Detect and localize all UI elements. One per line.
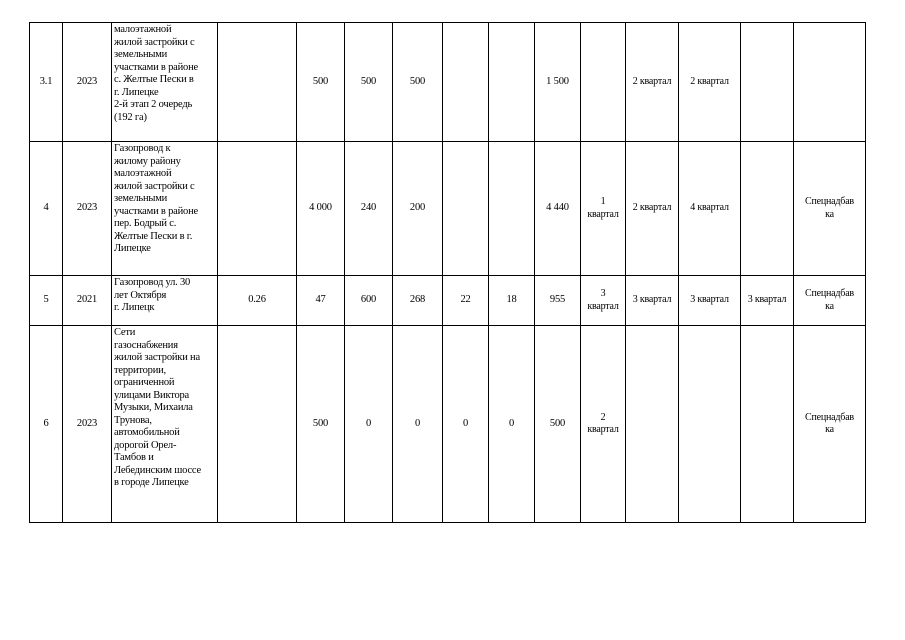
cell-c5: 4 000 [297, 142, 345, 276]
cell-num: 4 [30, 142, 63, 276]
table-row [30, 326, 866, 523]
table-row [30, 142, 866, 276]
cell-c5: 500 [297, 326, 345, 523]
cell-c5: 500 [297, 23, 345, 142]
cell-src [794, 326, 866, 523]
table-row [30, 276, 866, 326]
cell-src [794, 142, 866, 276]
cell-line: жилой застройки с [114, 180, 195, 192]
cell-c4 [218, 326, 297, 523]
cell-c6: 600 [345, 276, 393, 326]
cell-q1 [581, 23, 626, 142]
cell-c7: 500 [393, 23, 443, 142]
cell-line: территории, [114, 364, 166, 376]
cell-c4: 0.26 [218, 276, 297, 326]
cell-q2: 2 квартал [626, 142, 679, 276]
cell-line: г. Липецк [114, 302, 155, 313]
cell-line: Липецке [114, 243, 151, 254]
cell-c7: 268 [393, 276, 443, 326]
cell-num: 3.1 [30, 23, 63, 142]
cell-src [794, 276, 866, 326]
cell-c8 [443, 142, 489, 276]
cell-line: ка [825, 208, 834, 220]
cell-c9 [489, 142, 535, 276]
cell-line: земельными [114, 193, 168, 204]
cell-q2: 3 квартал [626, 276, 679, 326]
cell-line: ка [825, 424, 834, 435]
cell-c7: 0 [393, 326, 443, 523]
cell-line: 2 [600, 411, 606, 423]
cell-year: 2023 [63, 23, 112, 142]
cell-line: пер. Бодрый с. [114, 218, 177, 229]
cell-line: Трунова, [114, 414, 152, 426]
cell-line: Тамбов и [114, 452, 154, 463]
cell-c4 [218, 23, 297, 142]
cell-line: (192 га) [114, 111, 147, 123]
cell-q3: 4 квартал [679, 142, 741, 276]
cell-line: Сети [114, 327, 136, 338]
cell-q4 [741, 142, 794, 276]
cell-line: земельными [114, 49, 168, 60]
cell-year: 2023 [63, 326, 112, 523]
cell-name [112, 276, 218, 326]
cell-q2 [626, 326, 679, 523]
cell-year: 2021 [63, 276, 112, 326]
cell-c8 [443, 23, 489, 142]
cell-line: Желтые Пески в г. [114, 230, 193, 242]
cell-c10: 1 500 [535, 23, 581, 142]
cell-q3 [679, 326, 741, 523]
cell-q2: 2 квартал [626, 23, 679, 142]
cell-c10: 4 440 [535, 142, 581, 276]
cell-name [112, 23, 218, 142]
cell-line: дорогой Орел- [114, 439, 177, 451]
cell-line: лет Октября [114, 289, 167, 301]
cell-q1 [581, 326, 626, 523]
cell-q3: 3 квартал [679, 276, 741, 326]
cell-c6: 0 [345, 326, 393, 523]
cell-line: Спецнадбав [805, 411, 854, 423]
cell-line: Спецнадбав [805, 196, 854, 207]
cell-c9: 18 [489, 276, 535, 326]
cell-line: ограниченной [114, 377, 175, 388]
cell-c9 [489, 23, 535, 142]
cell-name [112, 142, 218, 276]
cell-line: квартал [587, 208, 619, 220]
cell-c6: 240 [345, 142, 393, 276]
cell-line: жилому району [114, 155, 181, 167]
cell-line: малоэтажной [114, 24, 172, 35]
cell-q4: 3 квартал [741, 276, 794, 326]
cell-year: 2023 [63, 142, 112, 276]
cell-num: 5 [30, 276, 63, 326]
cell-c8: 22 [443, 276, 489, 326]
cell-q3: 2 квартал [679, 23, 741, 142]
cell-line: малоэтажной [114, 168, 172, 179]
cell-line: газоснабжения [114, 339, 178, 351]
cell-line: Лебединским шоссе [114, 464, 201, 476]
cell-c8: 0 [443, 326, 489, 523]
cell-c10: 955 [535, 276, 581, 326]
cell-line: участками в районе [114, 61, 198, 73]
cell-line: улицами Виктора [114, 389, 190, 401]
cell-c5: 47 [297, 276, 345, 326]
cell-num: 6 [30, 326, 63, 523]
cell-line: Музыки, Михаила [114, 402, 193, 413]
cell-line: 2-й этап 2 очередь [114, 99, 193, 110]
cell-c10: 500 [535, 326, 581, 523]
cell-line: г. Липецке [114, 86, 159, 98]
cell-line: Газопровод ул. 30 [114, 277, 191, 288]
cell-line: Газопровод к [114, 143, 171, 154]
cell-line: автомобильной [114, 427, 180, 438]
cell-q4 [741, 23, 794, 142]
cell-q1 [581, 142, 626, 276]
cell-line: 1 [600, 196, 606, 207]
table-body [30, 23, 866, 523]
cell-c6: 500 [345, 23, 393, 142]
cell-q1 [581, 276, 626, 326]
cell-c9: 0 [489, 326, 535, 523]
cell-line: квартал [587, 300, 619, 312]
cell-line: 3 [600, 288, 606, 299]
cell-q4 [741, 326, 794, 523]
cell-line: участками в районе [114, 205, 198, 217]
cell-c4 [218, 142, 297, 276]
cell-name [112, 326, 218, 523]
cell-line: ка [825, 300, 834, 312]
cell-line: с. Желтые Пески в [114, 74, 194, 85]
cell-line: жилой застройки с [114, 36, 195, 48]
cell-line: Спецнадбав [805, 288, 854, 299]
cell-c7: 200 [393, 142, 443, 276]
table-row [30, 23, 866, 142]
cell-line: в городе Липецке [114, 477, 189, 488]
cell-line: квартал [587, 424, 619, 435]
cell-src [794, 23, 866, 142]
cell-line: жилой застройки на [114, 352, 200, 363]
data-table [29, 22, 866, 523]
